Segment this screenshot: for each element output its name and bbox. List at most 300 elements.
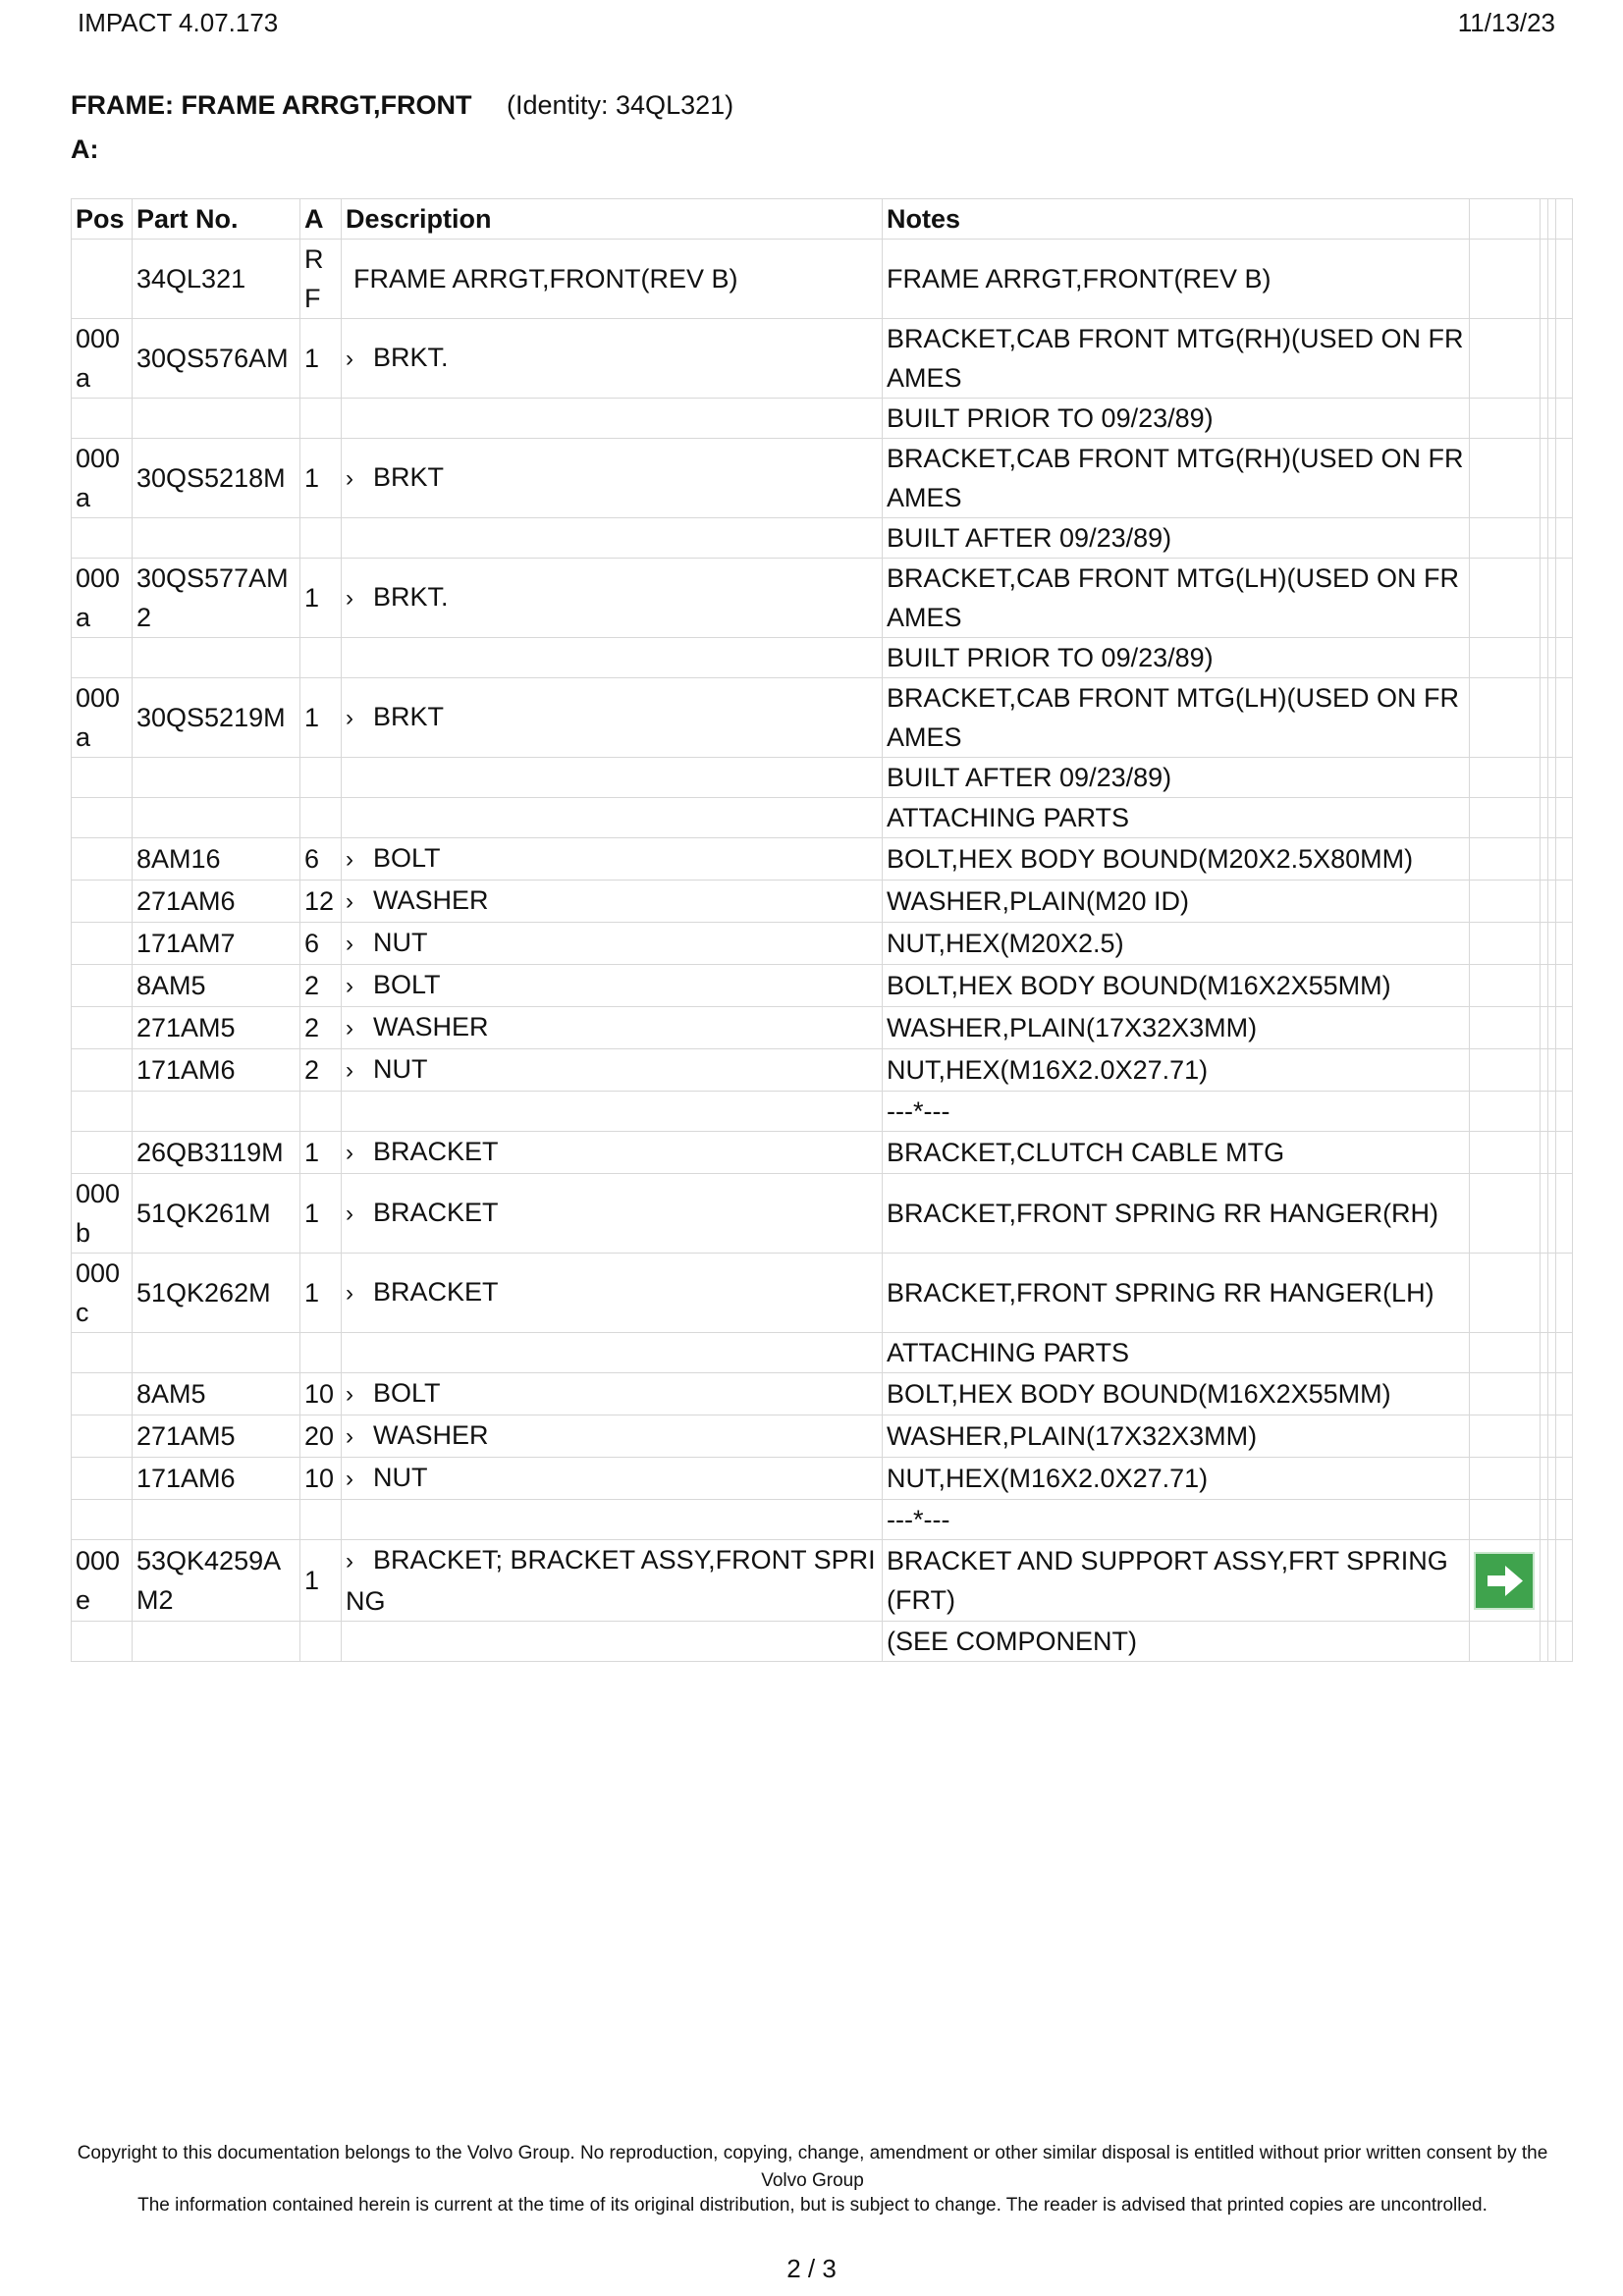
cell-notes: BRACKET,FRONT SPRING RR HANGER(LH) <box>883 1254 1470 1333</box>
cell-a: 1 <box>300 559 342 638</box>
column-header-a: A <box>300 199 342 240</box>
cell-spacer <box>1556 838 1573 881</box>
cell-pos <box>72 923 133 965</box>
cell-spacer <box>1548 1500 1556 1540</box>
cell-a: 2 <box>300 1007 342 1049</box>
cell-description <box>342 439 883 518</box>
cell-a: 20 <box>300 1415 342 1458</box>
cell-spacer <box>1548 399 1556 439</box>
cell-description <box>342 838 883 881</box>
description-text: BRKT <box>373 462 445 492</box>
cell-spacer <box>1556 1540 1573 1622</box>
cell-a <box>300 1500 342 1540</box>
chevron-right-icon: › <box>346 1015 353 1041</box>
cell-pos <box>72 881 133 923</box>
cell-spacer <box>1556 965 1573 1007</box>
table-row <box>72 638 1573 678</box>
table-row <box>72 1622 1573 1662</box>
cell-description <box>342 1373 883 1415</box>
cell-spacer <box>1548 965 1556 1007</box>
table-row <box>72 1540 1573 1622</box>
cell-spacer <box>1548 1373 1556 1415</box>
cell-spacer <box>1548 1007 1556 1049</box>
cell-notes: BOLT,HEX BODY BOUND(M16X2X55MM) <box>883 1373 1470 1415</box>
cell-pos: 000a <box>72 678 133 758</box>
cell-pos <box>72 518 133 559</box>
cell-part-no: 53QK4259AM2 <box>133 1540 300 1622</box>
chevron-right-icon: › <box>346 888 353 915</box>
cell-description <box>342 923 883 965</box>
cell-a <box>300 798 342 838</box>
cell-spacer <box>1548 638 1556 678</box>
cell-pos <box>72 1333 133 1373</box>
cell-part-no <box>133 638 300 678</box>
cell-pos <box>72 1092 133 1132</box>
cell-spacer <box>1541 518 1548 559</box>
cell-part-no: 51QK261M <box>133 1174 300 1254</box>
section-label: A: <box>71 134 99 164</box>
cell-spacer <box>1556 1333 1573 1373</box>
description-text: BOLT <box>373 970 441 999</box>
cell-spacer <box>1556 439 1573 518</box>
cell-a: 1 <box>300 1254 342 1333</box>
cell-spacer <box>1548 319 1556 399</box>
cell-part-no <box>133 1092 300 1132</box>
table-row <box>72 678 1573 758</box>
table-row <box>72 923 1573 965</box>
cell-a <box>300 518 342 559</box>
table-row <box>72 439 1573 518</box>
information-notice: The information contained herein is current at the time of its original distribution, but is subject to change. The reader is advised that printed copies are uncontrolled. <box>137 2195 1488 2216</box>
chevron-right-icon: › <box>346 1548 353 1575</box>
cell-action <box>1470 1254 1541 1333</box>
cell-a: 1 <box>300 1540 342 1622</box>
page-number: 2 / 3 <box>786 2254 837 2283</box>
cell-spacer <box>1548 1415 1556 1458</box>
description-text: NUT <box>373 1054 428 1084</box>
cell-spacer <box>1541 923 1548 965</box>
cell-spacer <box>1556 678 1573 758</box>
cell-spacer <box>1556 1415 1573 1458</box>
cell-description <box>342 319 883 399</box>
cell-action <box>1470 923 1541 965</box>
cell-action <box>1470 1415 1541 1458</box>
cell-description <box>342 758 883 798</box>
cell-part-no: 171AM7 <box>133 923 300 965</box>
cell-pos <box>72 1415 133 1458</box>
table-row <box>72 881 1573 923</box>
description-text: FRAME ARRGT,FRONT(REV B) <box>353 264 738 294</box>
cell-part-no: 8AM16 <box>133 838 300 881</box>
cell-description <box>342 798 883 838</box>
cell-action <box>1470 319 1541 399</box>
cell-spacer <box>1556 1254 1573 1333</box>
cell-action <box>1470 1622 1541 1662</box>
cell-spacer <box>1541 319 1548 399</box>
table-row <box>72 1254 1573 1333</box>
cell-spacer <box>1541 1174 1548 1254</box>
cell-notes: BRACKET,CAB FRONT MTG(RH)(USED ON FRAMES <box>883 319 1470 399</box>
cell-part-no: 30QS5218M <box>133 439 300 518</box>
cell-notes: BOLT,HEX BODY BOUND(M20X2.5X80MM) <box>883 838 1470 881</box>
chevron-right-icon: › <box>346 705 353 731</box>
cell-spacer <box>1541 798 1548 838</box>
cell-description <box>342 1622 883 1662</box>
cell-spacer <box>1556 399 1573 439</box>
table-row <box>72 1174 1573 1254</box>
cell-part-no: 51QK262M <box>133 1254 300 1333</box>
description-text: WASHER <box>373 1420 489 1450</box>
cell-description <box>342 1049 883 1092</box>
cell-notes: NUT,HEX(M16X2.0X27.71) <box>883 1458 1470 1500</box>
cell-action <box>1470 1458 1541 1500</box>
table-row <box>72 1415 1573 1458</box>
table-row <box>72 1373 1573 1415</box>
table-row <box>72 399 1573 439</box>
chevron-right-icon: › <box>346 465 353 492</box>
cell-description <box>342 638 883 678</box>
table-row <box>72 1132 1573 1174</box>
identity-label: (Identity: 34QL321) <box>506 90 734 120</box>
description-text: BRKT. <box>373 343 449 372</box>
cell-notes: WASHER,PLAIN(17X32X3MM) <box>883 1007 1470 1049</box>
cell-action <box>1470 1333 1541 1373</box>
cell-action <box>1470 518 1541 559</box>
cell-description <box>342 1174 883 1254</box>
cell-spacer <box>1556 1007 1573 1049</box>
cell-spacer <box>1541 1132 1548 1174</box>
description-text: BRACKET; BRACKET ASSY,FRONT SPRING <box>346 1545 876 1616</box>
cell-spacer <box>1548 559 1556 638</box>
cell-pos <box>72 838 133 881</box>
table-row <box>72 1049 1573 1092</box>
cell-spacer <box>1548 1049 1556 1092</box>
cell-spacer <box>1541 439 1548 518</box>
cell-spacer <box>1556 758 1573 798</box>
cell-part-no <box>133 1622 300 1662</box>
cell-a: 1 <box>300 678 342 758</box>
cell-spacer <box>1541 1500 1548 1540</box>
cell-action <box>1470 439 1541 518</box>
cell-a: 10 <box>300 1373 342 1415</box>
cell-description <box>342 1092 883 1132</box>
cell-spacer <box>1541 838 1548 881</box>
cell-description <box>342 965 883 1007</box>
cell-spacer <box>1556 1132 1573 1174</box>
cell-spacer <box>1548 838 1556 881</box>
cell-description <box>342 678 883 758</box>
table-header-row <box>72 199 1573 240</box>
cell-spacer <box>1548 678 1556 758</box>
cell-spacer <box>1548 240 1556 319</box>
cell-pos <box>72 965 133 1007</box>
cell-spacer <box>1541 1622 1548 1662</box>
cell-spacer <box>1556 1622 1573 1662</box>
cell-spacer <box>1541 1254 1548 1333</box>
cell-description <box>342 1458 883 1500</box>
cell-notes: BRACKET,CAB FRONT MTG(RH)(USED ON FRAMES <box>883 439 1470 518</box>
cell-spacer <box>1556 1174 1573 1254</box>
cell-part-no: 171AM6 <box>133 1049 300 1092</box>
cell-action <box>1470 399 1541 439</box>
cell-spacer <box>1548 1622 1556 1662</box>
cell-a: 1 <box>300 319 342 399</box>
cell-spacer <box>1541 1092 1548 1132</box>
cell-spacer <box>1548 1132 1556 1174</box>
cell-pos: 000a <box>72 559 133 638</box>
cell-action <box>1470 1373 1541 1415</box>
table-row <box>72 518 1573 559</box>
cell-part-no <box>133 518 300 559</box>
chevron-right-icon: › <box>346 1466 353 1492</box>
parts-table-body <box>72 240 1573 1662</box>
cell-a <box>300 1092 342 1132</box>
chevron-right-icon: › <box>346 1280 353 1307</box>
table-row <box>72 1007 1573 1049</box>
cell-description <box>342 1540 883 1622</box>
cell-pos <box>72 1007 133 1049</box>
column-header-pos: Pos <box>72 199 133 240</box>
chevron-right-icon: › <box>346 346 353 372</box>
chevron-right-icon: › <box>346 585 353 612</box>
chevron-right-icon: › <box>346 931 353 957</box>
table-row <box>72 798 1573 838</box>
cell-pos: 000a <box>72 439 133 518</box>
cell-notes: BRACKET,FRONT SPRING RR HANGER(RH) <box>883 1174 1470 1254</box>
chevron-right-icon: › <box>346 1140 353 1166</box>
cell-notes: ATTACHING PARTS <box>883 798 1470 838</box>
cell-spacer <box>1556 1458 1573 1500</box>
cell-part-no <box>133 399 300 439</box>
cell-part-no: 30QS577AM2 <box>133 559 300 638</box>
cell-description <box>342 881 883 923</box>
cell-spacer <box>1541 1049 1548 1092</box>
cell-part-no <box>133 1500 300 1540</box>
cell-spacer <box>1541 1540 1548 1622</box>
cell-spacer <box>1548 518 1556 559</box>
arrow-right-icon[interactable] <box>1474 1552 1535 1610</box>
frame-title: FRAME: FRAME ARRGT,FRONT <box>71 90 472 120</box>
chevron-right-icon: › <box>346 1057 353 1084</box>
cell-pos <box>72 798 133 838</box>
cell-pos: 000e <box>72 1540 133 1622</box>
cell-notes: NUT,HEX(M16X2.0X27.71) <box>883 1049 1470 1092</box>
cell-a <box>300 1333 342 1373</box>
cell-pos <box>72 399 133 439</box>
cell-part-no: 271AM5 <box>133 1007 300 1049</box>
cell-pos <box>72 1049 133 1092</box>
description-text: BRACKET <box>373 1277 499 1307</box>
cell-action <box>1470 559 1541 638</box>
cell-pos <box>72 240 133 319</box>
table-row <box>72 1333 1573 1373</box>
column-header-description: Description <box>342 199 883 240</box>
cell-spacer <box>1556 638 1573 678</box>
cell-a <box>300 399 342 439</box>
cell-notes: BUILT PRIOR TO 09/23/89) <box>883 399 1470 439</box>
cell-pos <box>72 1132 133 1174</box>
cell-description <box>342 559 883 638</box>
cell-action <box>1470 838 1541 881</box>
cell-notes: FRAME ARRGT,FRONT(REV B) <box>883 240 1470 319</box>
cell-spacer <box>1541 1373 1548 1415</box>
description-text: BOLT <box>373 1378 441 1408</box>
cell-a: 2 <box>300 1049 342 1092</box>
cell-a: 2 <box>300 965 342 1007</box>
cell-part-no: 8AM5 <box>133 1373 300 1415</box>
cell-action <box>1470 965 1541 1007</box>
cell-spacer <box>1548 1333 1556 1373</box>
cell-spacer <box>1548 1092 1556 1132</box>
cell-spacer <box>1541 638 1548 678</box>
cell-description <box>342 1132 883 1174</box>
cell-description <box>342 399 883 439</box>
cell-action <box>1470 1092 1541 1132</box>
cell-a: 10 <box>300 1458 342 1500</box>
cell-part-no: 171AM6 <box>133 1458 300 1500</box>
cell-action <box>1470 1540 1541 1622</box>
cell-part-no <box>133 798 300 838</box>
print-date: 11/13/23 <box>1457 8 1555 37</box>
cell-action <box>1470 1500 1541 1540</box>
cell-spacer <box>1556 881 1573 923</box>
table-row <box>72 965 1573 1007</box>
column-header-notes: Notes <box>883 199 1470 240</box>
table-row <box>72 319 1573 399</box>
cell-action <box>1470 798 1541 838</box>
cell-a: 1 <box>300 439 342 518</box>
cell-pos: 000c <box>72 1254 133 1333</box>
cell-a: 1 <box>300 1174 342 1254</box>
description-text: BOLT <box>373 843 441 873</box>
cell-spacer <box>1548 1254 1556 1333</box>
cell-part-no: 271AM6 <box>133 881 300 923</box>
cell-spacer <box>1556 798 1573 838</box>
cell-a <box>300 638 342 678</box>
cell-notes: (SEE COMPONENT) <box>883 1622 1470 1662</box>
cell-a: RF <box>300 240 342 319</box>
column-header-part-no: Part No. <box>133 199 300 240</box>
chevron-right-icon: › <box>346 1201 353 1227</box>
page-title <box>71 90 733 121</box>
cell-spacer <box>1541 399 1548 439</box>
cell-description <box>342 1333 883 1373</box>
chevron-right-icon: › <box>346 1381 353 1408</box>
cell-a <box>300 758 342 798</box>
cell-notes: ATTACHING PARTS <box>883 1333 1470 1373</box>
description-text: WASHER <box>373 885 489 915</box>
table-row <box>72 838 1573 881</box>
app-version: IMPACT 4.07.173 <box>78 8 279 37</box>
cell-notes: BUILT AFTER 09/23/89) <box>883 518 1470 559</box>
cell-part-no: 30QS576AM <box>133 319 300 399</box>
cell-action <box>1470 758 1541 798</box>
cell-spacer <box>1541 1458 1548 1500</box>
cell-spacer <box>1556 1500 1573 1540</box>
description-text: BRKT. <box>373 582 449 612</box>
cell-description <box>342 1415 883 1458</box>
cell-action <box>1470 1049 1541 1092</box>
description-text: BRKT <box>373 702 445 731</box>
cell-action <box>1470 638 1541 678</box>
cell-description <box>342 240 883 319</box>
cell-pos: 000b <box>72 1174 133 1254</box>
cell-part-no <box>133 758 300 798</box>
cell-spacer <box>1541 678 1548 758</box>
cell-spacer <box>1541 1415 1548 1458</box>
cell-action <box>1470 881 1541 923</box>
cell-part-no: 26QB3119M <box>133 1132 300 1174</box>
cell-spacer <box>1548 1458 1556 1500</box>
cell-a <box>300 1622 342 1662</box>
cell-spacer <box>1556 923 1573 965</box>
cell-part-no: 271AM5 <box>133 1415 300 1458</box>
cell-part-no: 30QS5219M <box>133 678 300 758</box>
cell-spacer <box>1548 758 1556 798</box>
cell-spacer <box>1541 758 1548 798</box>
cell-spacer <box>1541 240 1548 319</box>
cell-spacer <box>1541 881 1548 923</box>
cell-spacer <box>1548 1174 1556 1254</box>
cell-notes: BOLT,HEX BODY BOUND(M16X2X55MM) <box>883 965 1470 1007</box>
table-row <box>72 1458 1573 1500</box>
cell-spacer <box>1548 923 1556 965</box>
chevron-right-icon: › <box>346 973 353 999</box>
cell-spacer <box>1556 559 1573 638</box>
cell-notes: ---*--- <box>883 1500 1470 1540</box>
chevron-right-icon: › <box>346 1423 353 1450</box>
cell-part-no: 8AM5 <box>133 965 300 1007</box>
cell-notes: NUT,HEX(M20X2.5) <box>883 923 1470 965</box>
cell-notes: WASHER,PLAIN(17X32X3MM) <box>883 1415 1470 1458</box>
cell-notes: BRACKET,CAB FRONT MTG(LH)(USED ON FRAMES <box>883 678 1470 758</box>
cell-description <box>342 1254 883 1333</box>
description-text: BRACKET <box>373 1137 499 1166</box>
parts-table <box>71 198 1573 1662</box>
cell-spacer <box>1556 1049 1573 1092</box>
description-text: NUT <box>373 928 428 957</box>
cell-spacer <box>1541 965 1548 1007</box>
cell-description <box>342 1007 883 1049</box>
table-row <box>72 559 1573 638</box>
cell-action <box>1470 1174 1541 1254</box>
description-text: WASHER <box>373 1012 489 1041</box>
cell-notes: WASHER,PLAIN(M20 ID) <box>883 881 1470 923</box>
cell-spacer <box>1548 1540 1556 1622</box>
cell-action <box>1470 678 1541 758</box>
cell-spacer <box>1548 439 1556 518</box>
cell-pos <box>72 638 133 678</box>
chevron-right-icon: › <box>346 846 353 873</box>
cell-part-no: 34QL321 <box>133 240 300 319</box>
description-text: BRACKET <box>373 1198 499 1227</box>
cell-notes: BRACKET AND SUPPORT ASSY,FRT SPRING(FRT) <box>883 1540 1470 1622</box>
cell-a: 1 <box>300 1132 342 1174</box>
cell-notes: BUILT AFTER 09/23/89) <box>883 758 1470 798</box>
table-row <box>72 240 1573 319</box>
cell-spacer <box>1556 518 1573 559</box>
cell-description <box>342 518 883 559</box>
cell-pos: 000a <box>72 319 133 399</box>
cell-spacer <box>1556 1373 1573 1415</box>
cell-a: 6 <box>300 838 342 881</box>
cell-spacer <box>1548 881 1556 923</box>
cell-action <box>1470 240 1541 319</box>
cell-action <box>1470 1132 1541 1174</box>
cell-spacer <box>1541 1007 1548 1049</box>
cell-pos <box>72 1373 133 1415</box>
cell-pos <box>72 1622 133 1662</box>
